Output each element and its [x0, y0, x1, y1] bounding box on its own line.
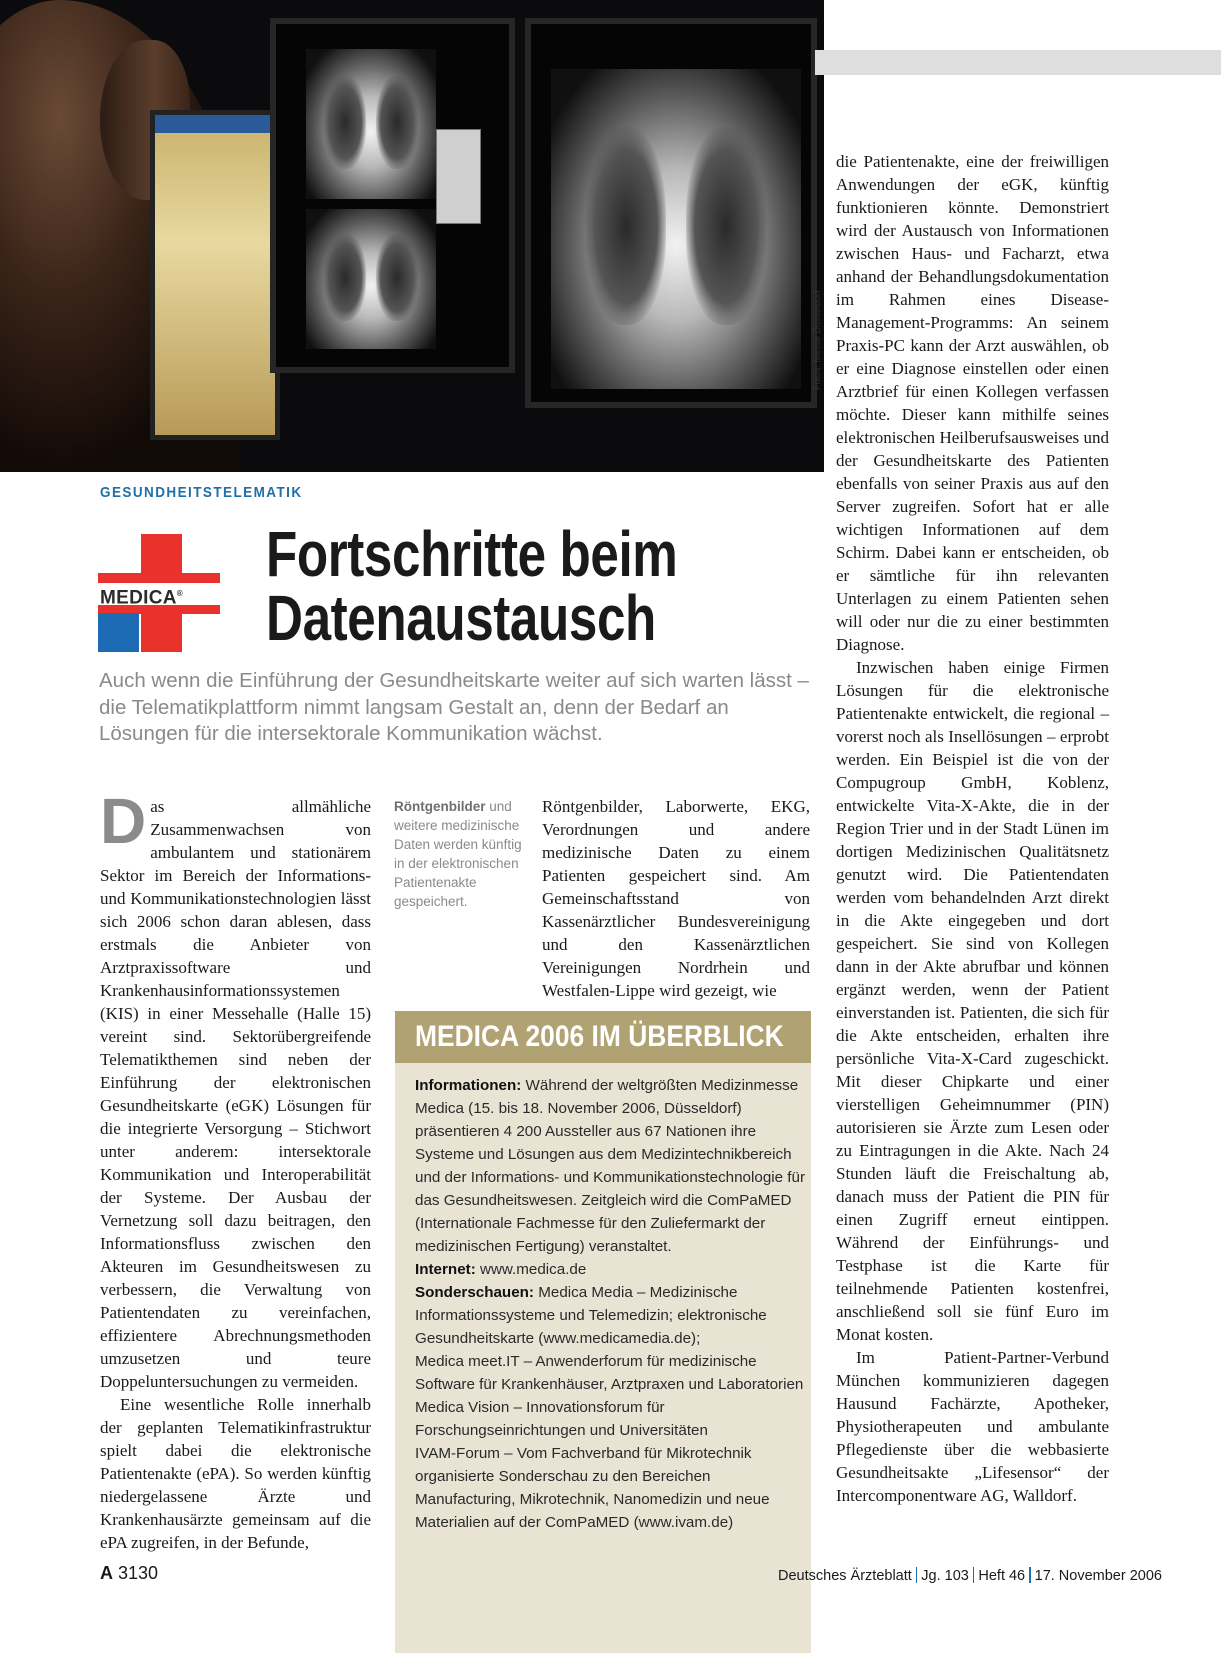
- shows-entry: [415, 1281, 810, 1350]
- registered-mark: ®: [176, 589, 183, 598]
- photo-caption: [394, 797, 524, 911]
- vision-entry: Medica Vision – Innovationsforum für Forschungseinrichtungen und Universitäten: [415, 1399, 708, 1439]
- journal-volume: Jg. 103: [921, 1568, 969, 1584]
- article-paragraph: Im Patient-Partner-Verbund München kommunizieren dagegen Hausund Fachärzte, Apotheker, Physiotherapeuten und ambulante Pflegedienste über die webbasierte Gesundheitsakte „Lifesensor“ der Intercomponentware AG, Walldorf.: [836, 1348, 1109, 1505]
- info-text: Während der weltgrößten Medizinmesse Medica (15. bis 18. November 2006, Düsseldorf) präsentieren 4 200 Aussteller aus 67 Nationen ihre Systeme und Lösungen aus dem Medizintechnikbereich und der Informations- und Kommunikationstechnologie für das Gesundheitswesen. Zeitgleich wird die ComPaMED (Internationale Fachmesse für den Zuliefermarkt der medizinischen Fertigung) veranstaltet.: [415, 1077, 806, 1255]
- meetit-entry: Medica meet.IT – Anwenderforum für medizinische Software für Krankenhäuser, Arztpraxen und Laboratorien: [415, 1353, 804, 1393]
- journal-issue: Heft 46: [978, 1568, 1026, 1584]
- medica-logo: [98, 534, 220, 652]
- xray-monitor-left: [270, 18, 515, 373]
- tool-panel: [436, 129, 481, 224]
- info-entry: [415, 1074, 810, 1258]
- article-paragraph: Eine wesentliche Rolle innerhalb der geplanten Telematikinfrastruktur spielt dabei die elektronische Patientenakte (ePA). So werden künftig niedergelassene Ärzte und Krankenhausärzte gemeinsam auf die ePA zugreifen, in der Befunde,: [100, 1395, 371, 1552]
- ivam-entry: IVAM-Forum – Vom Fachverband für Mikrotechnik organisierte Sonderschau zu den Bereichen Manufacturing, Mikrotechnik, Nanomedizin und neue Materialien auf der ComPaMED (www.ivam.de): [415, 1445, 770, 1531]
- internet-label: Internet:: [415, 1261, 476, 1278]
- drop-cap: D: [100, 785, 147, 857]
- page-number: [100, 1563, 158, 1584]
- info-label: Informationen:: [415, 1077, 522, 1094]
- journal-name: Deutsches Ärzteblatt: [778, 1568, 912, 1584]
- lead-paragraph: Auch wenn die Einführung der Gesundheitskarte weiter auf sich warten lässt – die Telematikplattform nimmt langsam Gestalt an, denn der Bedarf an Lösungen für die intersektorale Kommunikation wächst.: [99, 669, 809, 745]
- caption-bold: Röntgenbilder: [394, 799, 486, 814]
- article-paragraph: Inzwischen haben einige Firmen Lösungen für die elektronische Patientenakte entwickelt, die regional – vorerst noch als Insellösungen – erprobt werden. Ein Beispiel ist die von der Compugroup GmbH, Koblenz, entwickelte Vita-X-Akte, die in der Region Trier und in der Stadt Lünen im dortigen Medizinischen Qualitätsnetz genutzt wird. Die Patientendaten werden vom behandelnden Arzt direkt in die Akte eingegeben und dort gespeichert. Sie sind von Kollegen dann in der Akte abrufbar und können ergänzt werden, wenn der Patient einverstanden ist. Patienten, die sich für die Akte entscheiden, erhalten ihre persönliche Vita-X-Card zugeschickt. Mit dieser Chipkarte und einer vierstelligen Geheimnummer (PIN) autorisieren sie Ärzte zum Lesen oder zu Eintragungen in die Akte. Nach 24 Stunden läuft die Freischaltung ab, danach muss der Patient die PIN für einen Zugriff erneut eintippen. Während der Einführungs- und Testphase ist die Karte für teilnehmende Patienten kostenfrei, anschließend soll sie fünf Euro im Monat kosten.: [836, 658, 1109, 1344]
- page-prefix: A: [100, 1563, 113, 1583]
- xray-image: [306, 209, 436, 349]
- info-box-title: [395, 1011, 811, 1063]
- decorative-band: [815, 50, 1221, 75]
- caption-text: und weitere medizinische Daten werden künftig in der elektronischen Patientenakte gespeichert.: [394, 799, 522, 909]
- info-box: [395, 1011, 811, 1653]
- journal-footer: [778, 1567, 1162, 1584]
- internet-link[interactable]: www.medica.de: [475, 1261, 587, 1278]
- article-column-3: [836, 150, 1109, 1507]
- paragraph-text: as allmähliche Zusammenwachsen von ambulantem und stationärem Sektor im Bereich der Informations- und Kommunikationstechnologien lässt sich 2006 schon daran ablesen, dass erstmals die Anbieter von Arztpraxissoftware und Krankenhausinformationssystemen (KIS) in einer Messehalle (Halle 15) vereint sind. Sektorübergreifende Telematikthemen sind neben der Einführung der elektronischen Gesundheitskarte (eGK) Lösungen für die integrierte Versorgung – Stichwort unter anderem: intersektorale Kommunikation und Interoperabilität der Systeme. Der Ausbau der Vernetzung soll dazu beitragen, den Informationsfluss zwischen den Akteuren im Gesundheitswesen zu verbessern, die Verwaltung von Patientendaten zu vereinfachen, effizientere Abrechnungsmethoden umzusetzen und teure Doppeluntersuchungen zu vermeiden.: [100, 797, 371, 1391]
- journal-date: 17. November 2006: [1034, 1568, 1162, 1584]
- headline-line-1: Fortschritte beim: [266, 518, 678, 590]
- headline-line-2: Datenaustausch: [266, 582, 656, 654]
- xray-image: [551, 69, 801, 389]
- info-box-body: [415, 1074, 810, 1534]
- shows-text: Medica Media – Medizinische Informationssysteme und Telemedizin; elektronische Gesundheitskarte (www.medicamedia.de);: [415, 1284, 767, 1347]
- article-column-2: [542, 795, 810, 1002]
- info-box-title-text: MEDICA 2006 IM ÜBERBLICK: [415, 1020, 784, 1053]
- section-label: GESUNDHEITSTELEMATIK: [100, 484, 303, 501]
- logo-text: MEDICA: [100, 587, 177, 609]
- xray-image: [306, 49, 436, 199]
- page-number-value: 3130: [118, 1563, 159, 1583]
- photo-credit: Fotos: Messe Düsseldorf: [812, 290, 822, 390]
- side-monitor: [150, 110, 280, 440]
- article-paragraph: [100, 785, 371, 1393]
- article-paragraph: die Patientenakte, eine der freiwilligen Anwendungen der eGK, künftig funktionieren könnte. Demonstriert wird der Austausch von Informationen zwischen Haus- und Facharzt, etwa anhand der Behandlungsdokumentation im Rahmen eines Disease-Management-Programms: An seinem Praxis-PC kann der Arzt auswählen, ob er eine Diagnose einstellen oder einen Arztbrief für einen Kollegen verfassen möchte. Dieser kann mithilfe seines elektronischen Heilberufsausweises und der Gesundheitskarte des Patienten ebenfalls von seiner Praxis aus auf den Server zugreifen. Sofort hat er alle wichtigen Informationen auf dem Schirm. Dabei kann er entscheiden, ob er sämtliche für ihn relevanten Unterlagen zu einem Patienten sehen will oder nur die zu einer bestimmten Diagnose.: [836, 152, 1109, 654]
- article-paragraph: Röntgenbilder, Laborwerte, EKG, Verordnungen und andere medizinische Daten zu einem Patienten gespeichert sind. Am Gemeinschaftsstand von Kassenärztlicher Bundesvereinigung und den Kassenärztlichen Vereinigungen Nordrhein und Westfalen-Lippe wird gezeigt, wie: [542, 797, 810, 1000]
- header-photo: [0, 0, 824, 472]
- article-column-1: [100, 785, 371, 1554]
- shows-label: Sonderschauen:: [415, 1284, 534, 1301]
- internet-entry: [415, 1258, 810, 1281]
- xray-monitor-right: [525, 18, 817, 408]
- headline: [266, 518, 698, 654]
